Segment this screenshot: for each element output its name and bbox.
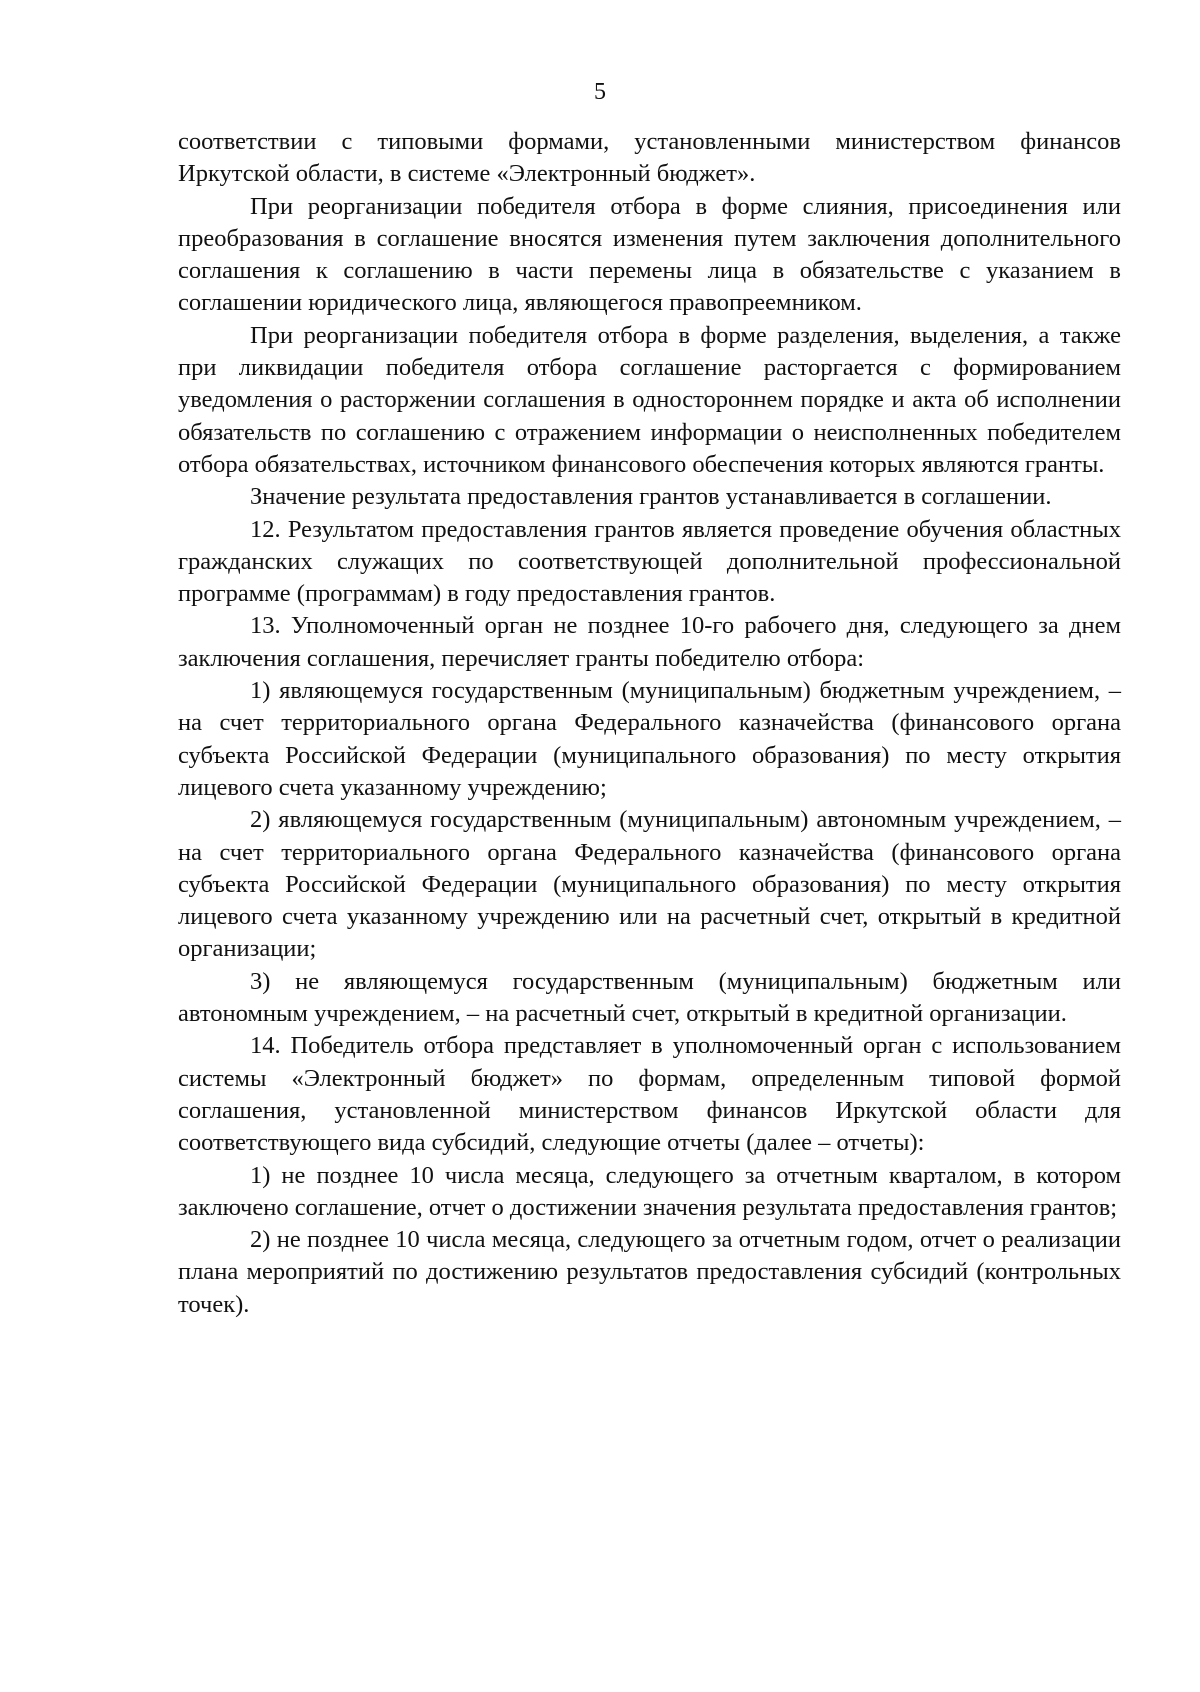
paragraph-item-12: 12. Результатом предоставления грантов является проведение обучения областных гражданских служащих по соответствующей дополнительной профессиональной программе (программам) в году предоставления грантов. xyxy=(178,515,1121,608)
paragraph-item-14-1: 1) не позднее 10 числа месяца, следующего за отчетным кварталом, в котором заключено соглашение, отчет о достижении значения результата предоставления грантов; xyxy=(178,1161,1121,1221)
page-number: 5 xyxy=(594,79,606,105)
paragraph-item-13-1: 1) являющемуся государственным (муниципальным) бюджетным учреждением, – на счет территориального органа Федерального казначейства (финансового органа субъекта Российской Федерации (муниципального образования) по месту открытия лицевого счета указанному учреждению; xyxy=(178,677,1121,801)
paragraph-reorganization-merger: При реорганизации победителя отбора в форме слияния, присоединения или преобразования в соглашение вносятся изменения путем заключения дополнительного соглашения к соглашению в части перемены лица в обязательстве с указанием в соглашении юридического лица, являющегося правопреемником. xyxy=(178,192,1121,317)
paragraph-item-13-2: 2) являющемуся государственным (муниципальным) автономным учреждением, – на счет территориального органа Федерального казначейства (финансового органа субъекта Российской Федерации (муниципального образования) по месту открытия лицевого счета указанному учреждению или на расчетный счет, открытый в кредитной организации; xyxy=(178,806,1121,963)
paragraph-item-13-3: 3) не являющемуся государственным (муниципальным) бюджетным или автономным учреждением, – на расчетный счет, открытый в кредитной организации. xyxy=(178,967,1121,1028)
paragraph-continuation: соответствии с типовыми формами, установленными министерством финансов Иркутской области, в системе «Электронный бюджет». xyxy=(178,128,1121,188)
paragraph-item-14-2: 2) не позднее 10 числа месяца, следующего за отчетным годом, отчет о реализации плана мероприятий по достижению результатов предоставления субсидий (контрольных точек). xyxy=(178,1226,1121,1318)
document-body xyxy=(178,126,1121,1321)
paragraph-item-14: 14. Победитель отбора представляет в уполномоченный орган с использованием системы «Электронный бюджет» по формам, определенным типовой формой соглашения, установленной министерством финансов Иркутской области для соответствующего вида субсидий, следующие отчеты (далее – отчеты): xyxy=(178,1032,1121,1157)
paragraph-result-value: Значение результата предоставления грантов устанавливается в соглашении. xyxy=(250,483,1052,511)
paragraph-item-13: 13. Уполномоченный орган не позднее 10-го рабочего дня, следующего за днем заключения соглашения, перечисляет гранты победителю отбора: xyxy=(178,612,1121,672)
paragraph-reorganization-division: При реорганизации победителя отбора в форме разделения, выделения, а также при ликвидации победителя отбора соглашение расторгается с формированием уведомления о расторжении соглашения в одностороннем порядке и акта об исполнении обязательств по соглашению с отражением информации о неисполненных победителем отбора обязательствах, источником финансового обеспечения которых являются гранты. xyxy=(178,321,1121,478)
